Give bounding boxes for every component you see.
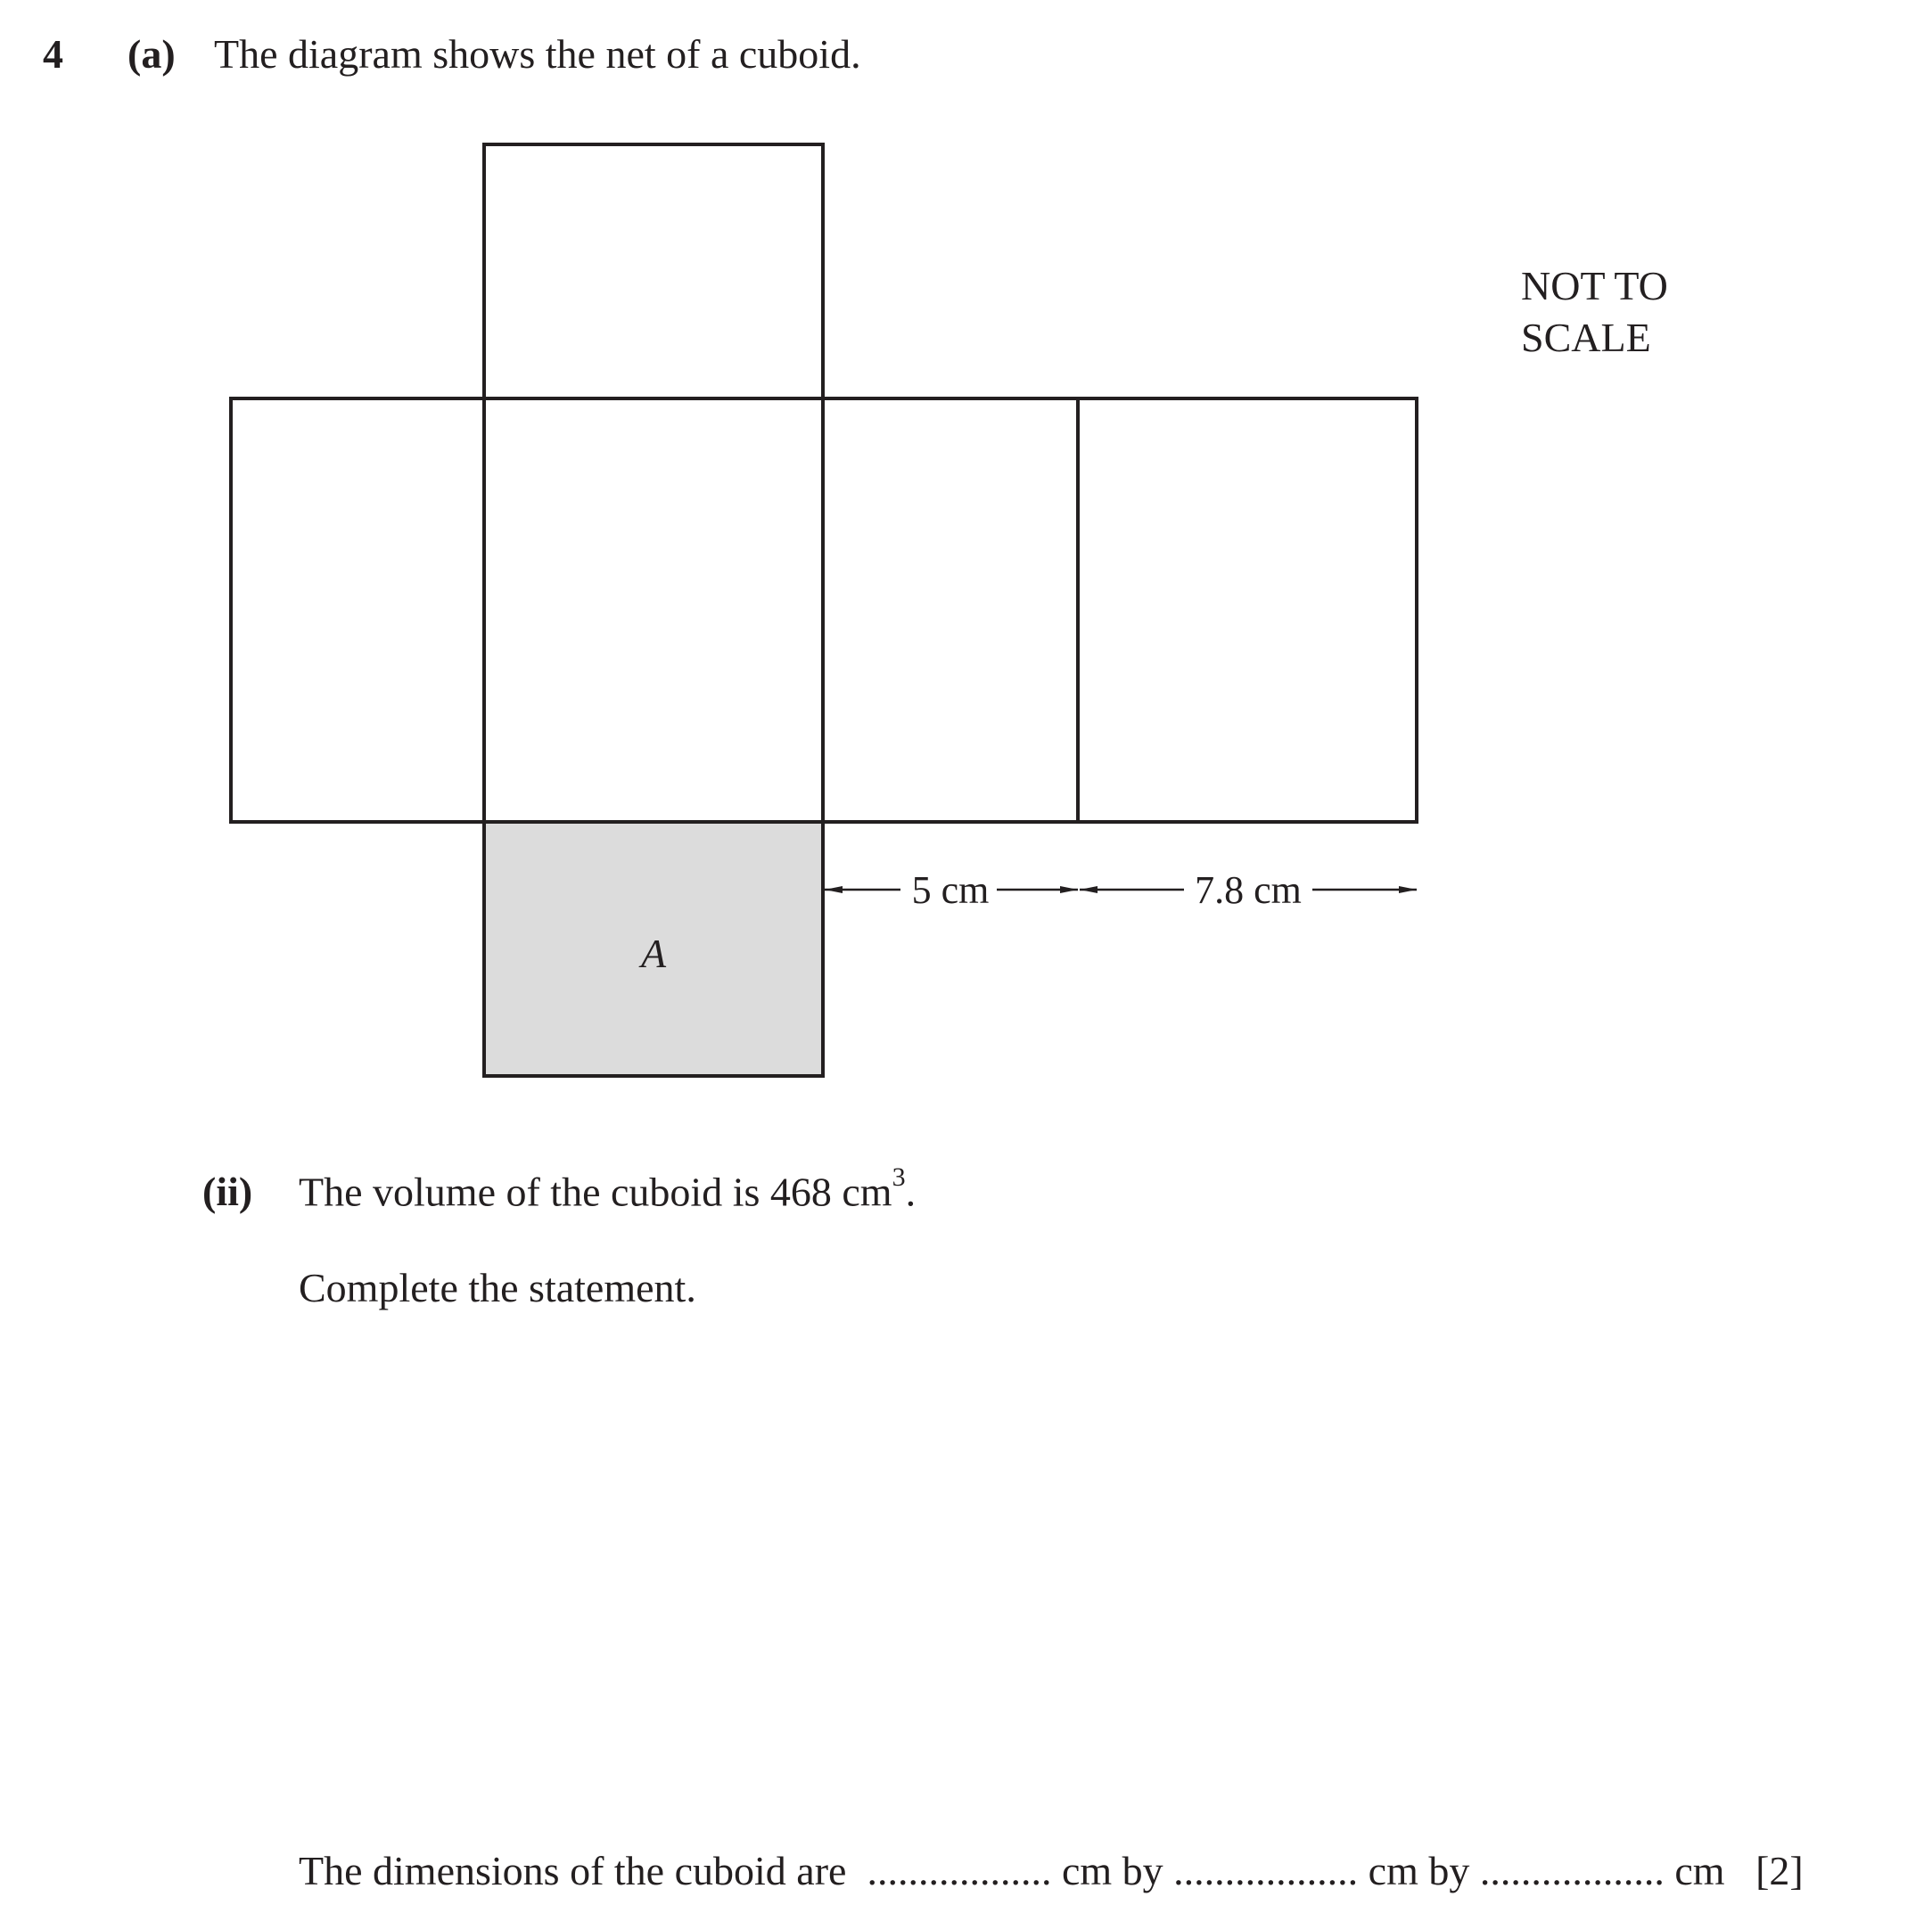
answer-unit-1: cm by: [1061, 1848, 1163, 1893]
part-ii-label: (ii): [202, 1169, 253, 1214]
answer-prefix: The dimensions of the cuboid are: [299, 1848, 847, 1893]
answer-unit-3: cm: [1674, 1848, 1725, 1893]
net-face-left: [231, 398, 484, 822]
dimension-2-label: 7.8 cm: [1195, 868, 1302, 912]
volume-value: 468 cm: [769, 1169, 892, 1215]
question-number: 4: [43, 31, 63, 77]
answer-unit-2: cm by: [1368, 1848, 1470, 1893]
part-ii-instruction: Complete the statement.: [299, 1265, 696, 1310]
not-to-scale-line-2: SCALE: [1521, 315, 1651, 360]
answer-line: [299, 1847, 1804, 1894]
net-face-top: [484, 144, 823, 398]
part-ii-text-before: The volume of the cuboid is: [299, 1169, 760, 1215]
part-a-label: (a): [127, 31, 176, 77]
part-a-text: The diagram shows the net of a cuboid.: [214, 31, 861, 77]
net-face-front: [484, 398, 823, 822]
not-to-scale-note: [1521, 260, 1668, 364]
not-to-scale-line-1: NOT TO: [1521, 263, 1668, 308]
answer-blank-2[interactable]: ..................: [1173, 1848, 1359, 1893]
answer-blank-3[interactable]: ..................: [1479, 1848, 1665, 1893]
part-ii-text: [299, 1162, 917, 1215]
face-a-label: A: [640, 931, 667, 976]
dimension-1-label: 5 cm: [911, 868, 990, 912]
answer-blank-1[interactable]: ..................: [867, 1848, 1052, 1893]
part-ii-text-after: .: [905, 1169, 917, 1215]
net-face-back: [1078, 398, 1417, 822]
net-face-right: [823, 398, 1078, 822]
volume-exponent: 3: [892, 1162, 906, 1192]
marks-badge: [2]: [1755, 1848, 1804, 1893]
